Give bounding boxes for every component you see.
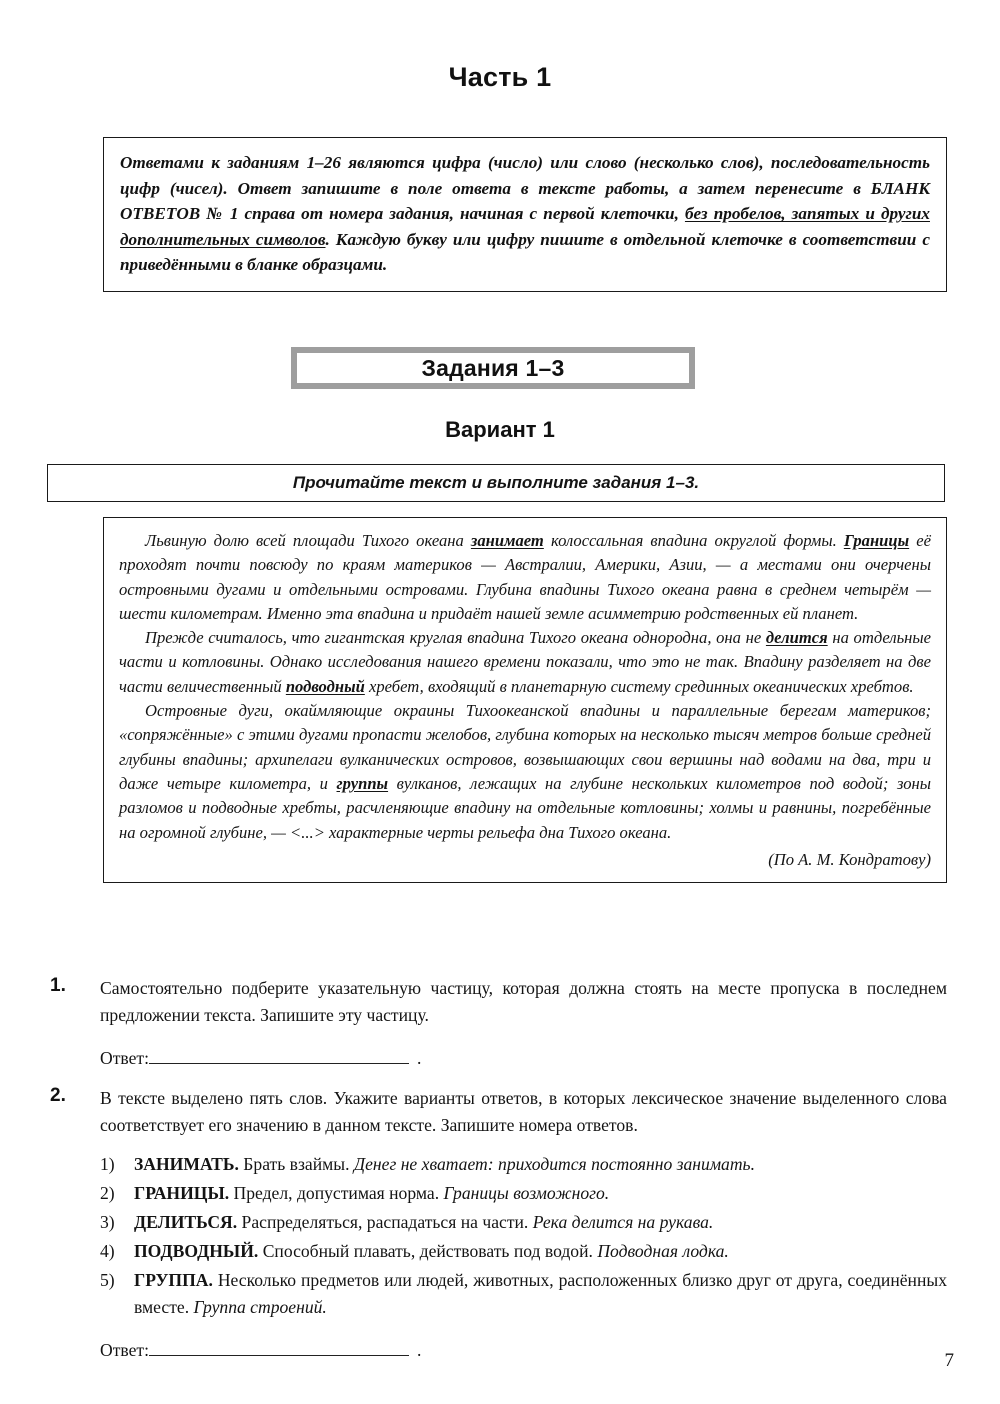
option-3-marker: 3) [100, 1212, 115, 1232]
question-1-stem: Самостоятельно подберите указательную частицу, которая должна стоять на месте пропуска в последнем предложении текста. Запишите эту частицу. [100, 978, 947, 1025]
question-2-answer-row [100, 1337, 947, 1364]
option-3-example: Река делится на рукава. [532, 1212, 714, 1232]
passage-highlight-delitsya: делится [765, 628, 828, 648]
option-1[interactable] [100, 1151, 947, 1178]
question-2 [47, 1085, 947, 1364]
question-1-number: 1. [50, 975, 66, 996]
passage-p1-seg-c: колоссальная впадина округлой формы. [543, 531, 844, 550]
option-5[interactable] [100, 1267, 947, 1321]
option-4-word: ПОДВОДНЫЙ. [134, 1241, 259, 1261]
option-4-definition: Способный плавать, действовать под водой. [258, 1241, 598, 1261]
option-1-example: Денег не хватает: приходится постоянно занимать. [353, 1154, 755, 1174]
intro-text-underlined: без пробелов, запятых и других дополнительных символов [120, 204, 930, 249]
question-1-answer-input[interactable] [149, 1046, 409, 1064]
page-title: Часть 1 [448, 62, 552, 92]
passage-attribution: (По А. М. Кондратову) [768, 849, 931, 869]
reading-instruction-label: Прочитайте текст и выполните задания 1–3. [292, 473, 700, 492]
question-1 [47, 975, 947, 1072]
question-2-answer-label: Ответ: [100, 1340, 149, 1360]
passage-p2-seg-a: Прежде считалось, что гигантская круглая впадина Тихого океана однородна, она не [145, 628, 766, 648]
option-3[interactable] [100, 1209, 947, 1236]
question-1-answer-row [100, 1045, 947, 1072]
option-1-word: ЗАНИМАТЬ. [134, 1154, 239, 1174]
passage-p1-seg-a: Львиную долю всей площади Тихого океана [145, 531, 471, 550]
question-2-stem: В тексте выделено пять слов. Укажите варианты ответов, в которых лексическое значение выделенного слова соответствует его значению в данном тексте. Запишите номера ответов. [100, 1088, 947, 1135]
option-2[interactable] [100, 1180, 947, 1207]
question-2-body [100, 1085, 947, 1364]
passage-paragraph-2 [119, 626, 931, 699]
question-2-number: 2. [50, 1085, 66, 1106]
question-2-options [100, 1151, 947, 1321]
question-2-answer-input[interactable] [149, 1338, 409, 1356]
question-1-answer-label: Ответ: [100, 1048, 149, 1068]
passage-highlight-gruppy: группы [336, 773, 389, 793]
passage-p3-seg-c: вулканов, лежащих на глубине нескольких километров под водой; зоны разломов и подводные хребты, расчленяющие впадину на отдельные котловины; холмы и равнины, погребённые на огромной глубине, — <...> характерные черты рельефа дна Тихого океана. [119, 773, 931, 842]
option-5-example: Группа строений. [193, 1297, 327, 1317]
option-2-marker: 2) [100, 1183, 115, 1203]
passage-highlight-podvodnyj: подводный [285, 676, 365, 696]
passage-p2-seg-c: на отдельные части и котловины. Однако исследования нашего времени показали, что это не так. Впадину разделяет на две части величественный [119, 628, 931, 696]
intro-text-part-1: Ответами к заданиям 1–26 являются цифра (число) или слово (несколько слов), последовательность цифр (чисел). Ответ запишите в поле ответа в тексте работы, а затем перенесите в БЛАНК ОТВЕТОВ № 1 справа от номера задания, начиная с первой клеточки, [120, 153, 930, 224]
option-3-definition: Распределяться, распадаться на части. [237, 1212, 533, 1232]
tasks-banner-label: Задания 1–3 [421, 354, 565, 381]
option-4-marker: 4) [100, 1241, 115, 1261]
option-4[interactable] [100, 1238, 947, 1265]
intro-instructions-box [103, 137, 947, 292]
option-5-marker: 5) [100, 1270, 115, 1290]
question-1-answer-period: . [416, 1048, 422, 1068]
passage-p1-seg-d: её проходят почти повсюду по краям материков — Австралии, Америки, Азии, — а местами они очерчены островными дугами и отдельными островами. Глубина впадины Тихого океана равна в среднем четырём — шести километрам. Именно эта впадина и придаёт нашей земле асимметрию родственных ей планет. [119, 531, 931, 623]
option-1-definition: Брать взаймы. [238, 1154, 354, 1174]
passage-highlight-zanimaet: занимает [470, 531, 544, 550]
option-2-definition: Предел, допустимая норма. [229, 1183, 444, 1203]
option-2-word: ГРАНИЦЫ. [134, 1183, 230, 1203]
question-2-answer-period: . [416, 1340, 422, 1360]
intro-instructions-text [120, 150, 930, 278]
option-5-definition: Несколько предметов или людей, животных, расположенных близко друг от друга, соединённых вместе. [134, 1270, 947, 1317]
option-4-example: Подводная лодка. [597, 1241, 729, 1261]
passage-paragraph-1 [119, 529, 931, 626]
passage-paragraph-3 [119, 699, 931, 845]
variant-heading: Вариант 1 [445, 417, 555, 442]
reading-instruction-box [47, 464, 945, 502]
intro-text-part-2: . Каждую букву или цифру пишите в отдельной клеточке в соответствии с приведёнными в бланке образцами. [120, 229, 930, 275]
passage-highlight-granicy: Границы [843, 531, 910, 550]
page-number: 7 [944, 1350, 954, 1371]
tasks-banner [291, 347, 695, 389]
option-1-marker: 1) [100, 1154, 115, 1174]
option-5-word: ГРУППА. [134, 1270, 213, 1290]
question-1-body [100, 975, 947, 1072]
passage-p2-seg-d: хребет, входящий в планетарную систему срединных океанических хребтов. [364, 676, 914, 696]
option-2-example: Границы возможного. [443, 1183, 610, 1203]
reading-passage-box [103, 517, 947, 883]
passage-p3-seg-a: Островные дуги, окаймляющие окраины Тихоокеанской впадины и параллельные берегам материков; «сопряжённые» с этими дугами пропасти желобов, глубина которых на несколько тысяч метров больше средней глубины впадины; архипелаги вулканических островов, возвышающих свои вершины над водами на два, три и даже четыре километра, и [119, 701, 931, 793]
option-3-word: ДЕЛИТЬСЯ. [134, 1212, 238, 1232]
